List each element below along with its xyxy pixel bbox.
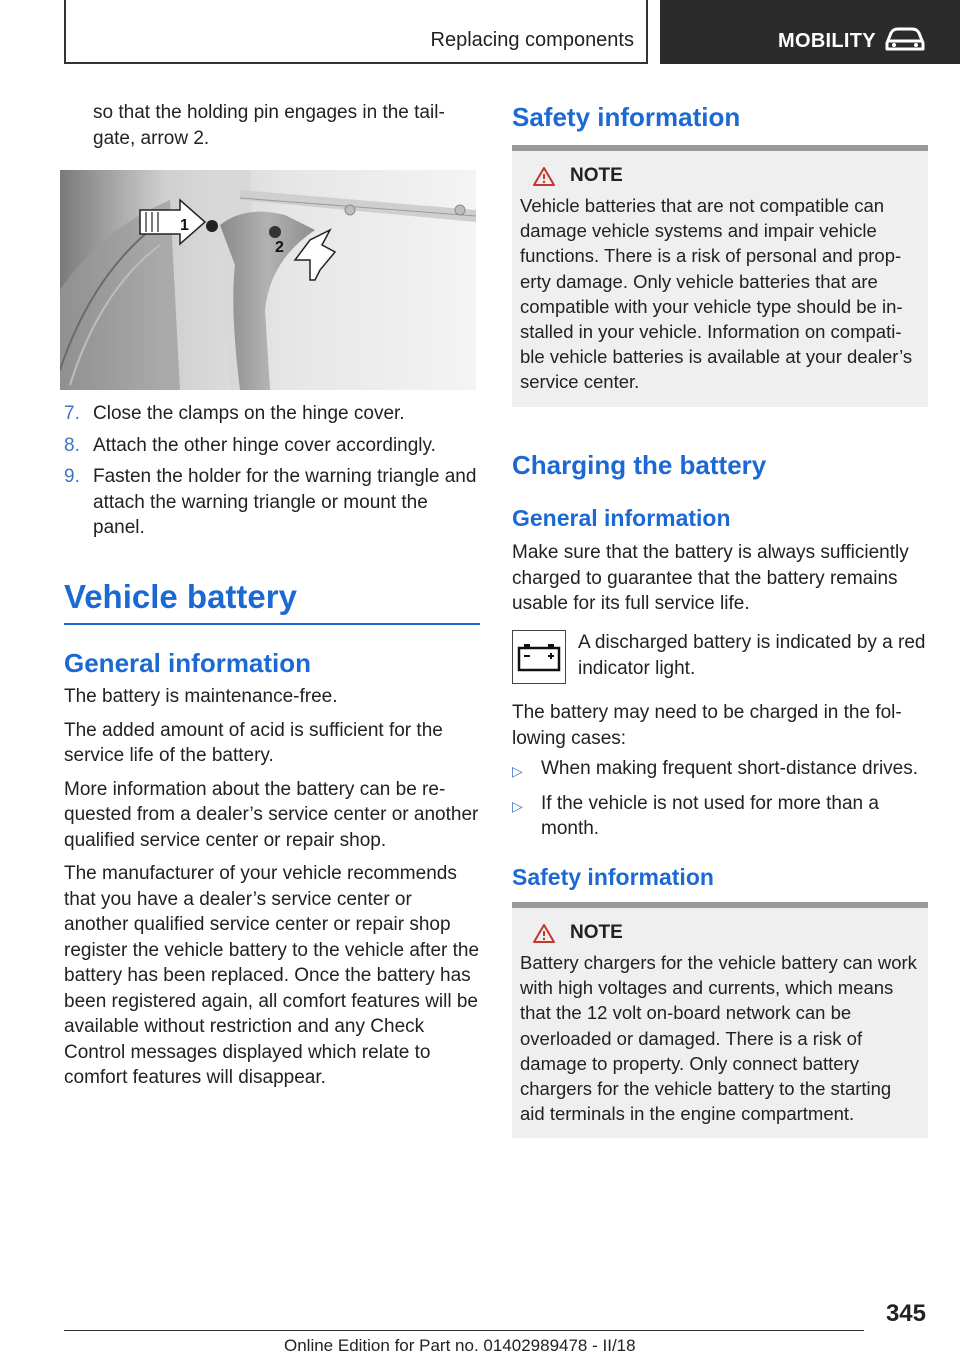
steps-list bbox=[64, 401, 480, 547]
note-header bbox=[532, 922, 920, 944]
list-item bbox=[64, 433, 480, 459]
note-box bbox=[512, 145, 928, 407]
battery-icon bbox=[513, 631, 565, 683]
general-information-body bbox=[64, 684, 480, 1099]
header-chapter-title: MOBILITY bbox=[778, 30, 876, 52]
battery-icon-frame bbox=[512, 630, 566, 684]
paragraph: The added amount of acid is sufficient for the service life of the battery. bbox=[64, 719, 443, 766]
charging-title: Charging the battery bbox=[512, 450, 767, 480]
indicator-row bbox=[512, 630, 928, 700]
note-label: NOTE bbox=[570, 165, 623, 186]
paragraph: The manufacturer of your vehicle recommends that you have a dealer’s service center or another qualified service center or repair shop register the vehicle battery to the vehicle after the battery has been replaced. Once the battery has been registered again, all comfort features will be available without restriction and any Check Control messages displayed which relate to comfort features will disappear. bbox=[64, 863, 480, 1088]
step-number: 9. bbox=[64, 466, 80, 487]
note-label: NOTE bbox=[570, 922, 623, 943]
paragraph: More information about the battery can be requested from a dealer’s service center or another qualified service center or repair shop. bbox=[64, 778, 479, 851]
page-number: 345 bbox=[885, 1300, 926, 1327]
step-number: 7. bbox=[64, 403, 80, 424]
paragraph: The battery is maintenance-free. bbox=[64, 686, 338, 707]
charging-general-title: General information bbox=[512, 505, 731, 531]
callout-2: 2 bbox=[275, 239, 284, 256]
warning-icon bbox=[532, 166, 556, 187]
cases-list bbox=[512, 756, 928, 848]
safety-title-2: Safety information bbox=[512, 864, 714, 890]
triangle-bullet-icon: ▷ bbox=[512, 763, 523, 779]
list-item bbox=[512, 756, 928, 785]
list-item bbox=[64, 401, 480, 427]
note-box bbox=[512, 902, 928, 1138]
list-item bbox=[64, 464, 480, 541]
indicator-text: A discharged battery is indicated by a red indicator light. bbox=[578, 632, 926, 679]
cases-intro: The battery may need to be charged in the following cases: bbox=[512, 702, 902, 749]
callout-1: 1 bbox=[180, 217, 189, 234]
header-chapter-tab bbox=[660, 0, 960, 64]
footer-divider bbox=[64, 1330, 864, 1331]
step-text: Close the clamps on the hinge cover. bbox=[93, 403, 405, 424]
list-item bbox=[512, 791, 928, 842]
warning-icon bbox=[532, 923, 556, 944]
header-section-title: Replacing components bbox=[430, 29, 634, 51]
step-text: Attach the other hinge cover accordingly. bbox=[93, 434, 436, 456]
subsection-title: General information bbox=[64, 648, 312, 678]
car-icon bbox=[884, 27, 926, 53]
triangle-bullet-icon: ▷ bbox=[512, 797, 523, 814]
header-section-box bbox=[64, 0, 648, 64]
footer-edition: Online Edition for Part no. 01402989478 - II/18 bbox=[284, 1336, 636, 1355]
hinge-cover-illustration bbox=[60, 170, 476, 390]
note-text: Battery chargers for the vehicle battery can work with high voltages and currents, which means that the 12 volt on-board network can be overloaded or damaged. There is a risk of damage to property. Only connect battery chargers for the vehicle battery to the starting aid terminals in the engine compartment. bbox=[520, 952, 917, 1125]
step-text: Fasten the holder for the warning triangle and attach the warning triangle or mount the panel. bbox=[93, 466, 477, 538]
intro-continuation-block bbox=[64, 100, 480, 159]
safety-title: Safety information bbox=[512, 102, 741, 132]
step-number: 8. bbox=[64, 434, 80, 456]
charging-general-text: Make sure that the battery is always sufficiently charged to guarantee that the battery remains usable for its full service life. bbox=[512, 542, 909, 614]
note-header bbox=[532, 165, 920, 187]
bullet-text: If the vehicle is not used for more than a month. bbox=[541, 792, 879, 839]
note-text: Vehicle batteries that are not compatible can damage vehicle systems and impair vehicle functions. There is a risk of personal and property damage. Only vehicle batteries that are compatible with your vehicle type should be installed in your vehicle. Information on compatible vehicle batteries is available at your dealer’s service center. bbox=[520, 195, 913, 393]
intro-continuation: so that the holding pin engages in the tailgate, arrow 2. bbox=[93, 102, 445, 149]
section-divider bbox=[64, 623, 480, 625]
bullet-text: When making frequent short-distance drives. bbox=[541, 758, 919, 779]
section-title: Vehicle battery bbox=[64, 578, 297, 615]
